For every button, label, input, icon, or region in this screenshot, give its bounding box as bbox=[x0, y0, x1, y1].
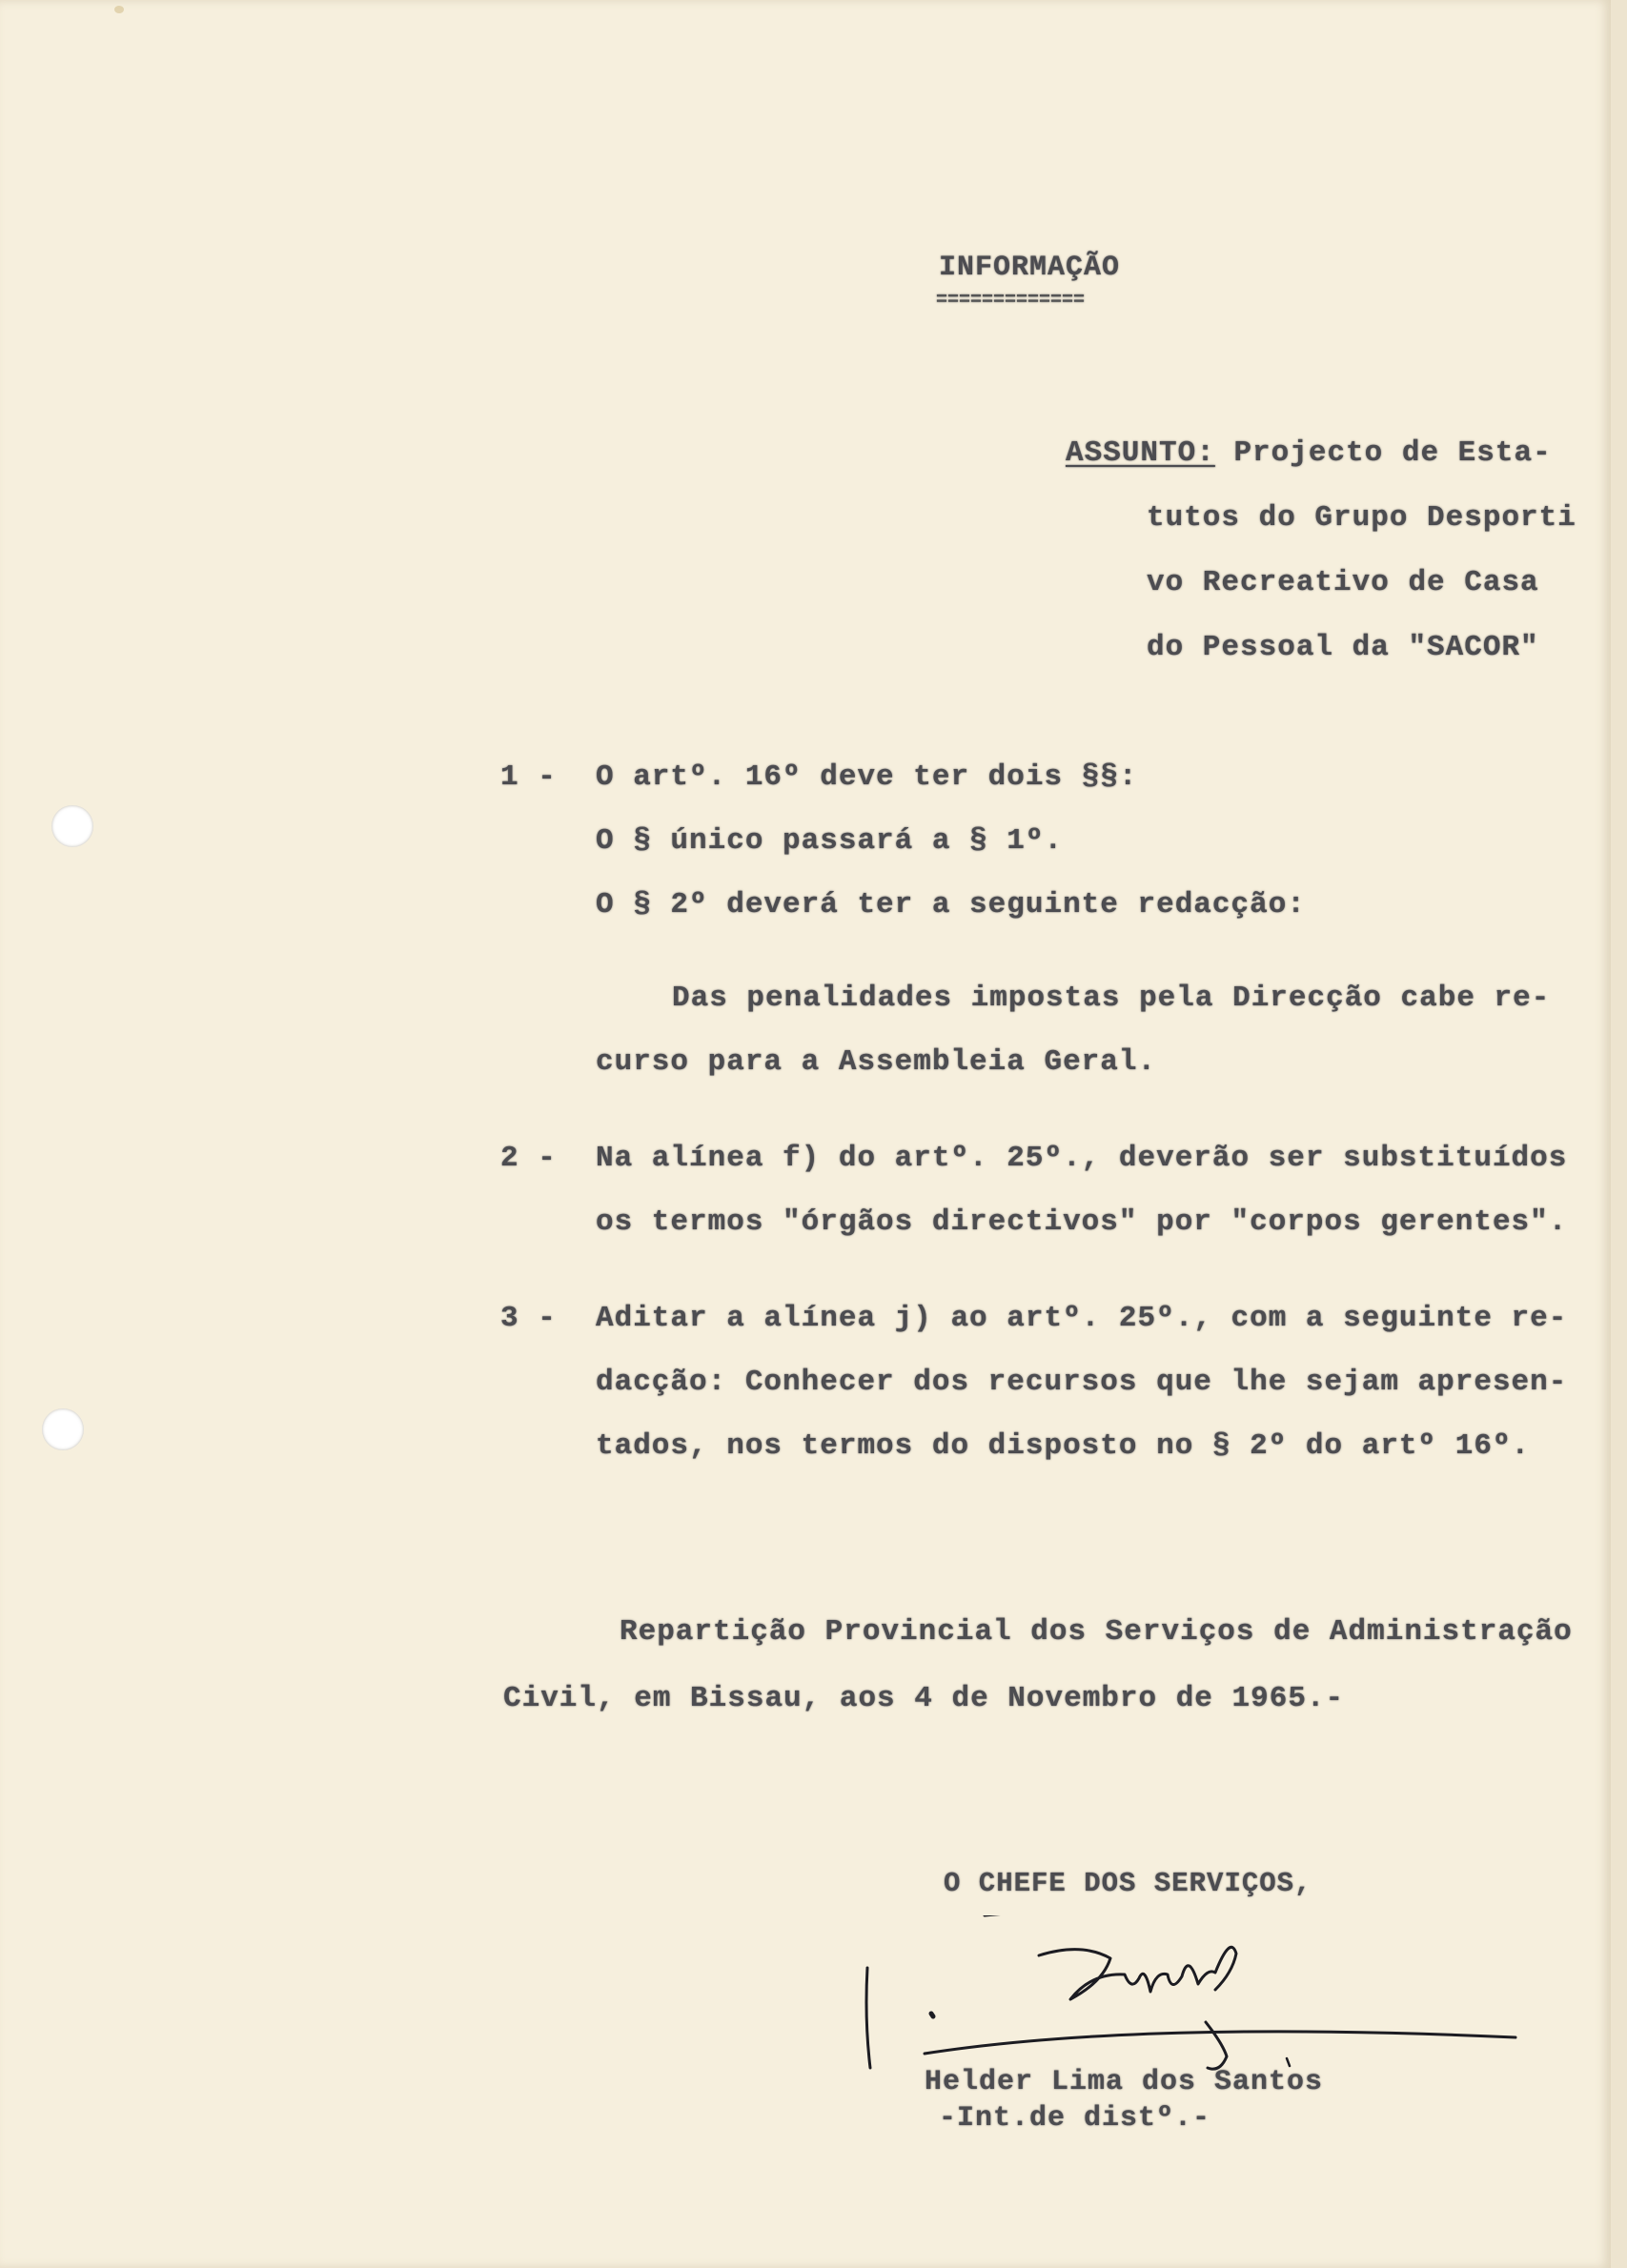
subject-first-line bbox=[1066, 436, 1552, 470]
item-line: Na alínea f) do artº. 25º., deverão ser substituídos bbox=[596, 1142, 1568, 1175]
subject-label: ASSUNTO: bbox=[1066, 436, 1215, 470]
item-line: O § único passará a § 1º. bbox=[596, 824, 1064, 858]
closing-line: Civil, em Bissau, aos 4 de Novembro de 1965.- bbox=[503, 1682, 1345, 1715]
item-number: 2 - bbox=[500, 1142, 557, 1175]
signatory-rank: -Int.de distº.- bbox=[939, 2102, 1211, 2135]
punch-hole-top bbox=[51, 805, 93, 847]
signatory-name: Helder Lima dos Santos bbox=[925, 2066, 1324, 2098]
item-line: os termos "órgãos directivos" por "corpos gerentes". bbox=[596, 1205, 1568, 1239]
quoted-text-line: curso para a Assembleia Geral. bbox=[596, 1045, 1157, 1079]
subject-line: vo Recreativo de Casa bbox=[1147, 566, 1539, 599]
signature-role: O CHEFE DOS SERVIÇOS, bbox=[944, 1868, 1312, 1899]
quoted-text-line: Das penalidades impostas pela Direcção cabe re- bbox=[672, 982, 1551, 1015]
item-line: Aditar a alínea j) ao artº. 25º., com a seguinte re- bbox=[596, 1302, 1568, 1335]
item-number: 1 - bbox=[500, 760, 557, 794]
item-line: O § 2º deverá ter a seguinte redacção: bbox=[596, 888, 1306, 921]
subject-line: do Pessoal da "SACOR" bbox=[1147, 631, 1539, 664]
subject-line: tutos do Grupo Desporti bbox=[1147, 501, 1576, 535]
title-underline: ============= bbox=[936, 290, 1086, 312]
paper-stain bbox=[114, 6, 124, 13]
item-line: O artº. 16º deve ter dois §§: bbox=[596, 760, 1138, 794]
item-line: tados, nos termos do disposto no § 2º do artº 16º. bbox=[596, 1429, 1531, 1463]
item-line: dacção: Conhecer dos recursos que lhe sejam apresen- bbox=[596, 1366, 1568, 1399]
item-number: 3 - bbox=[500, 1302, 557, 1335]
punch-hole-bottom bbox=[42, 1408, 84, 1450]
subject-line: Projecto de Esta- bbox=[1233, 436, 1552, 470]
document-title: INFORMAÇÃO bbox=[939, 252, 1121, 284]
closing-line: Repartição Provincial dos Serviços de Administração bbox=[620, 1615, 1573, 1649]
